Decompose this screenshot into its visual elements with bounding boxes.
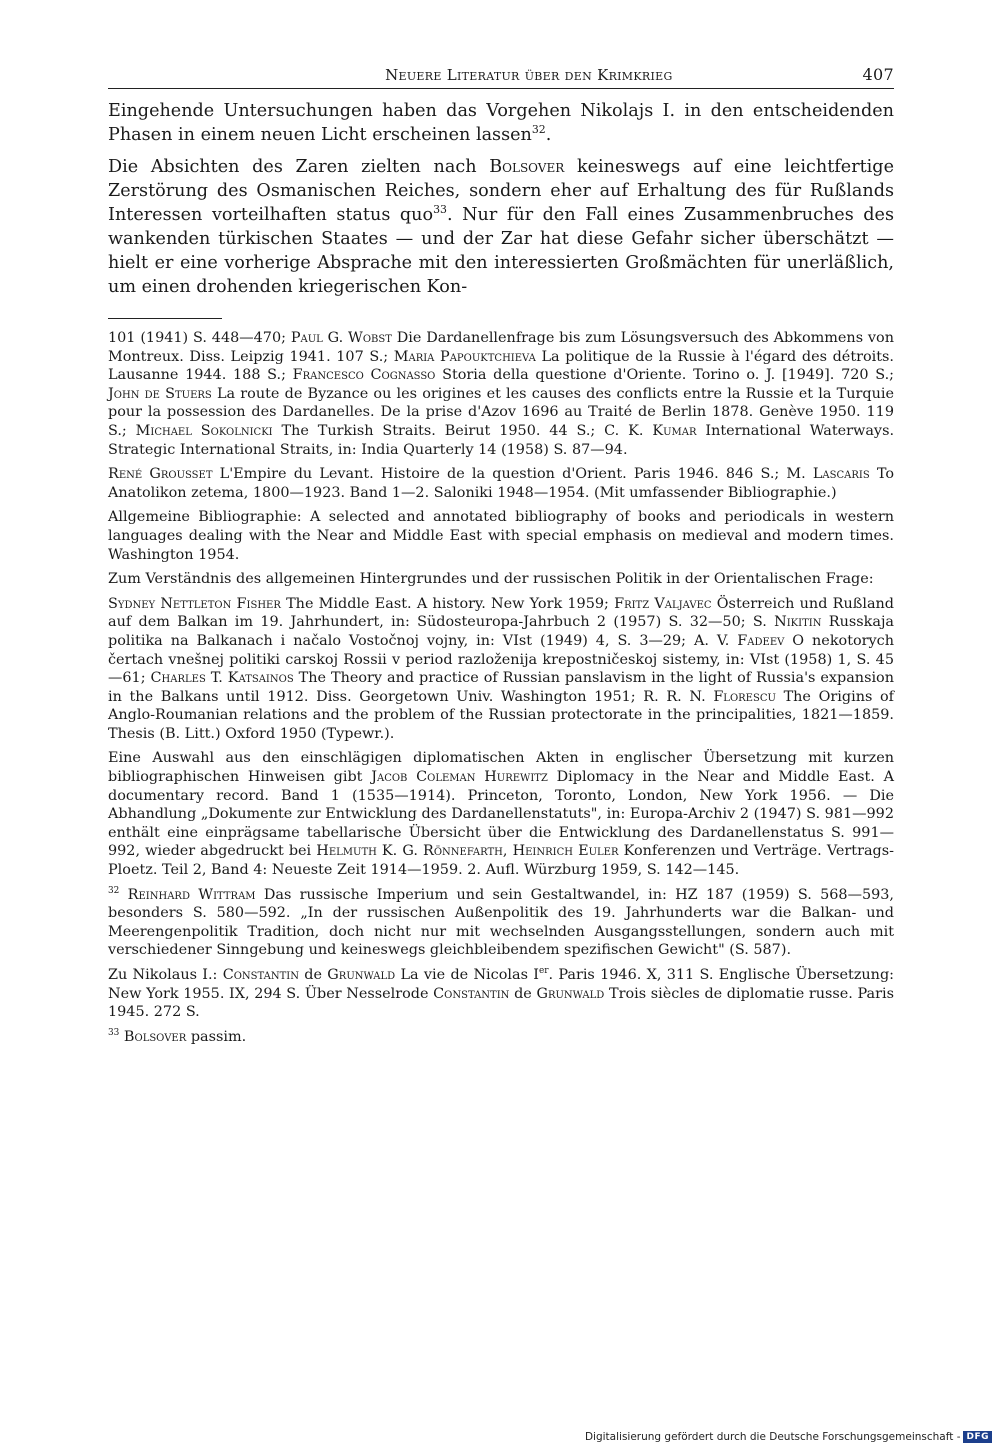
text-run: Eingehende Untersuchungen haben das Vorgehen Nikolajs I. in den entscheidenden Phasen in einem neuen Licht erscheinen lassen (108, 101, 894, 145)
main-text (108, 99, 894, 299)
text-run: Österreich und Rußland auf dem Balkan im 19. Jahrhundert, in: Südosteuropa-Jahrbuch 2 (1957) S. 32—50; (108, 595, 895, 631)
text-run: Allgemeine Bibliographie: A selected and annotated bibliography of books and periodicals in western languages dealing with the Near and Middle East with special emphasis on medieval and modern times. Washington 1954. (108, 509, 894, 563)
footnote-32 (108, 886, 894, 960)
paragraph (108, 155, 894, 299)
author-name: S. Nikitin (752, 614, 822, 631)
author-name: René Grousset (108, 466, 213, 483)
dfg-logo-icon: DFG (963, 1431, 992, 1443)
footnotes (108, 329, 894, 1046)
footnote-paragraph (108, 749, 894, 879)
digitization-footer (585, 1431, 992, 1443)
text-run: , (502, 843, 513, 860)
author-name: Michael Sokolnicki (135, 422, 273, 439)
page-number: 407 (862, 65, 894, 84)
footnote-paragraph (108, 465, 894, 502)
text-run: . Paris 1946. X, 311 S. Englische Übersetzung: New York 1955. IX, 294 S. Über Nesselrode (108, 967, 895, 1002)
author-name: M. Lascaris (786, 466, 870, 483)
author-name: Paul G. Wobst (290, 330, 392, 346)
text-run: International Waterways. Strategic International Straits, in: India Quarterly 14 (1958) S. 87—94. (108, 422, 895, 458)
text-run: La vie de Nicolas I (395, 967, 539, 983)
text-run: Die Absichten des Zaren zielten nach (108, 157, 490, 177)
text-run: Storia della questione d'Oriente. Torino o. J. [1949]. 720 S.; (435, 367, 895, 384)
author-name: Jacob Coleman Hurewitz (371, 769, 548, 786)
author-name: R. R. N. Florescu (643, 688, 776, 705)
footnote-ref: 32 (531, 123, 546, 137)
author-name: Grunwald (327, 967, 396, 983)
author-name: Fritz Valjavec (614, 595, 712, 612)
text-run: Das russische Imperium und sein Gestaltwandel, in: HZ 187 (1959) S. 568—593, besonders S. 580—592. „In der russischen Außenpolitik des 19. Jahrhunderts war die Balkan- und Meerengenpolitik Tradition, doch nicht nur mit wechselnden Ausgangsstellungen, sondern auch mit verschiedener Sinngebung und keineswegs gleichbleibendem spezifischen Gewicht" (S. 587). (108, 886, 895, 959)
author-name: John de Stuers (108, 385, 212, 402)
author-name: A. V. Fadeev (693, 632, 785, 649)
text-run: 101 (1941) S. 448—470; (108, 330, 291, 346)
text-run: To Anatolikon zetema, 1800—1923. Band 1—2. Saloniki 1948—1954. (Mit umfassender Bibliographie.) (108, 466, 895, 501)
footer-text: Digitalisierung gefördert durch die Deutsche Forschungsgemeinschaft - (584, 1431, 961, 1443)
running-header (108, 62, 894, 89)
footnote-marker: 33 (108, 1027, 120, 1038)
text-run (119, 887, 127, 903)
author-name: Bolsover (123, 1028, 187, 1045)
text-run: keineswegs auf eine leichtfertige Zerstörung des Osmanischen Reiches, sondern eher auf Erhaltung des für Rußlands Interessen vorteilhaften status quo (108, 157, 894, 225)
text-run: Zu Nikolaus I.: (108, 967, 223, 983)
footnote-paragraph (108, 570, 894, 589)
text-run: Konferenzen und Verträge. Vertrags-Ploetz. Teil 2, Band 4: Neueste Zeit 1914—1959. 2. Aufl. Würzburg 1959, S. 142—145. (108, 843, 894, 879)
text-run: L'Empire du Levant. Histoire de la question d'Orient. Paris 1946. 846 S.; (212, 466, 787, 483)
text-run: The Origins of Anglo-Roumanian relations and the problem of the Russian protectorate in the principalities, 1821—1859. Thesis (B. Litt.) Oxford 1950 (Typewr.). (108, 688, 894, 742)
footnote-paragraph (108, 966, 894, 1022)
text-run: La politique de la Russie à l'égard des détroits. Lausanne 1944. 188 S.; (108, 348, 894, 384)
text-run: Trois siècles de diplomatie russe. Paris 1945. 272 S. (108, 985, 895, 1021)
text-run: . Nur für den Fall eines Zusammenbruches des wankenden türkischen Staates — und der Zar hat diese Gefahr sicher überschätzt — hielt er eine vorherige Absprache mit den interessierten Großmächten für unerläßlich, um einen drohenden kriegerischen Kon- (108, 205, 894, 297)
author-name: Helmuth K. G. Rönnefarth (316, 843, 503, 860)
superscript: er (538, 966, 549, 977)
text-run: passim. (186, 1028, 247, 1045)
author-name: Maria Papouktchieva (393, 348, 536, 365)
author-name: Constantin (222, 967, 299, 983)
text-run: The Middle East. A history. New York 1959; (280, 595, 615, 612)
footnote-divider (108, 318, 222, 319)
text-run: Zum Verständnis des allgemeinen Hintergrundes und der russischen Politik in der Orientalischen Frage: (108, 571, 874, 588)
text-run: de (509, 985, 537, 1002)
text-run: Russkaja politika na Balkanach i načalo Vostočnoj vojny, in: VIst (1949) 4, S. 3—29; (108, 614, 894, 649)
running-title: Neuere Literatur über den Krimkrieg (385, 66, 673, 84)
author-name: Sydney Nettleton Fisher (108, 595, 281, 612)
text-run: O nekotorych čertach vnešnej politiki carskoj Rossii v period razloženija krepostničeskoj sistemy, in: VIst (1958) 1, S. 45—61; (108, 632, 894, 687)
paragraph (108, 99, 894, 147)
text-run: La route de Byzance ou les origines et les causes des conflicts entre la Russie et la Turquie pour la possession des Dardanelles. De la prise d'Azov 1696 au Traité de Berlin 1878. Genève 1950. 119 S.; (108, 385, 894, 439)
text-run: The Turkish Straits. Beirut 1950. 44 S.; (272, 422, 605, 439)
text-run: Eine Auswahl aus den einschlägigen diplomatischen Akten in englischer Übersetzung mit kurzen bibliographischen Hinweisen gibt (108, 750, 894, 786)
author-name: Charles T. Katsainos (150, 670, 294, 687)
text-run: Die Dardanellenfrage bis zum Lösungsversuch des Abkommens von Montreux. Diss. Leipzig 1941. 107 S.; (108, 330, 894, 365)
footnote-paragraph (108, 508, 894, 564)
author-name: Reinhard Wittram (127, 886, 256, 903)
footnote-paragraph (108, 595, 894, 744)
text-run: de (298, 967, 328, 983)
page (108, 62, 894, 1052)
author-name: C. K. Kumar (604, 422, 697, 439)
footnote-marker: 32 (108, 885, 120, 896)
author-name: Grunwald (536, 985, 605, 1002)
author-name: Bolsover (489, 157, 565, 177)
footnote-33 (108, 1028, 894, 1047)
author-name: Francesco Cognasso (292, 367, 436, 384)
footnote-paragraph (108, 329, 894, 459)
text-run: Diplomacy in the Near and Middle East. A documentary record. Band 1 (1535—1914). Princeton, Toronto, London, New York 1956. — Die Abhandlung „Dokumente zur Entwicklung des Dardanellenstatuts", in: Europa-Archiv 2 (1947) S. 981—992 enthält eine einprägsame tabellarische Übersicht über die Entwicklung des Dardanellenstatus S. 991—992, wieder abgedruckt bei (108, 769, 894, 860)
footnote-ref: 33 (433, 203, 447, 217)
author-name: Heinrich Euler (512, 843, 619, 860)
author-name: Constantin (433, 985, 510, 1002)
text-run: The Theory and practice of Russian panslavism in the light of Russia's expansion in the Balkans until 1912. Diss. Georgetown Univ. Washington 1951; (108, 670, 894, 705)
text-run: . (545, 125, 552, 145)
